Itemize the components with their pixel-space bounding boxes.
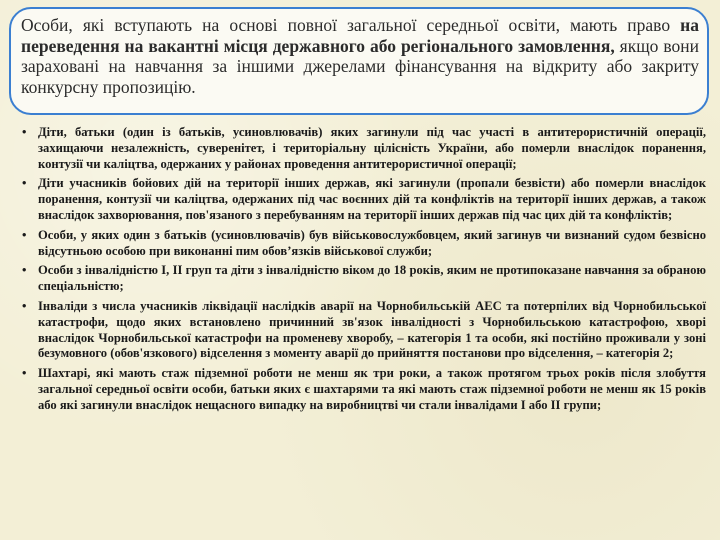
bullet-icon: • (22, 366, 27, 381)
list-item (18, 299, 706, 362)
header-text-intro: Особи, які вступають на основі повної загальної середньої освіти, мають право (21, 15, 681, 35)
list-item (18, 228, 706, 260)
list-item-text: Діти учасників бойових дій на території інших держав, які загинули (пропали безвісти) або померли внаслідок поранення, контузії чи каліцтва, одержаних під час воєнних дій та конфліктів на території інших держав, а також внаслідок захворювання, пов'язаного з перебуванням на території інших держав під час цих дій та конфліктів; (38, 176, 706, 222)
list-item (18, 176, 706, 223)
header-box (9, 7, 709, 115)
header-text-emphasis: на переведення на вакантні місця державного або регіонального замовлення, (21, 15, 699, 56)
list-item-text: Шахтарі, які мають стаж підземної роботи не менш як три роки, а також протягом трьох років після злобуття загальної середньої освіти особи, батьки яких є шахтарями та які мають стаж підземної роботи не менш як 15 років або які загинули внаслідок нещасного випадку на виробництві чи стали інвалідами І або ІІ групи; (38, 366, 706, 412)
list-item-text: Діти, батьки (один із батьків, усиновлювачів) яких загинули під час участі в антитерористичній операції, захищаючи незалежність, суверенітет, і територіальну цілісність України, або померли внаслідок поранення, контузії чи каліцтва, одержаних у районах проведення антитерористичної операції; (38, 125, 706, 171)
eligibility-list (18, 125, 706, 418)
bullet-icon: • (22, 176, 27, 191)
list-item-text: Інваліди з числа учасників ліквідації наслідків аварії на Чорнобильській АЕС та потерпілих від Чорнобильської катастрофи, щодо яких встановлено причинний зв'язок інвалідності з Чорнобильською катастрофою, хворі внаслідок Чорнобильської катастрофи на променеву хворобу, – категорія 1 та особи, які постійно проживали у зоні безумовного (обов'язкового) відселення з моменту аварії до прийняття постанови про відселення, – категорія 2; (38, 298, 706, 361)
list-item (18, 263, 706, 295)
header-text-rest: якщо вони зараховані на навчання за іншими джерелами фінансування на відкриту або закриту конкурсну пропозицію. (21, 35, 699, 97)
list-item (18, 125, 706, 172)
bullet-icon: • (22, 298, 27, 313)
list-item-text: Особи з інвалідністю І, ІІ груп та діти з інвалідністю віком до 18 років, яким не протипоказане навчання за обраною спеціальністю; (38, 263, 706, 294)
bullet-icon: • (22, 263, 27, 278)
list-item-text: Особи, у яких один з батьків (усиновлювачів) був військовослужбовцем, який загинув чи визнаний судом безвісно відсутньою особою при виконанні пим обов’язків військової служби; (38, 227, 706, 258)
list-item (18, 366, 706, 413)
bullet-icon: • (22, 125, 27, 139)
bullet-icon: • (22, 227, 27, 242)
